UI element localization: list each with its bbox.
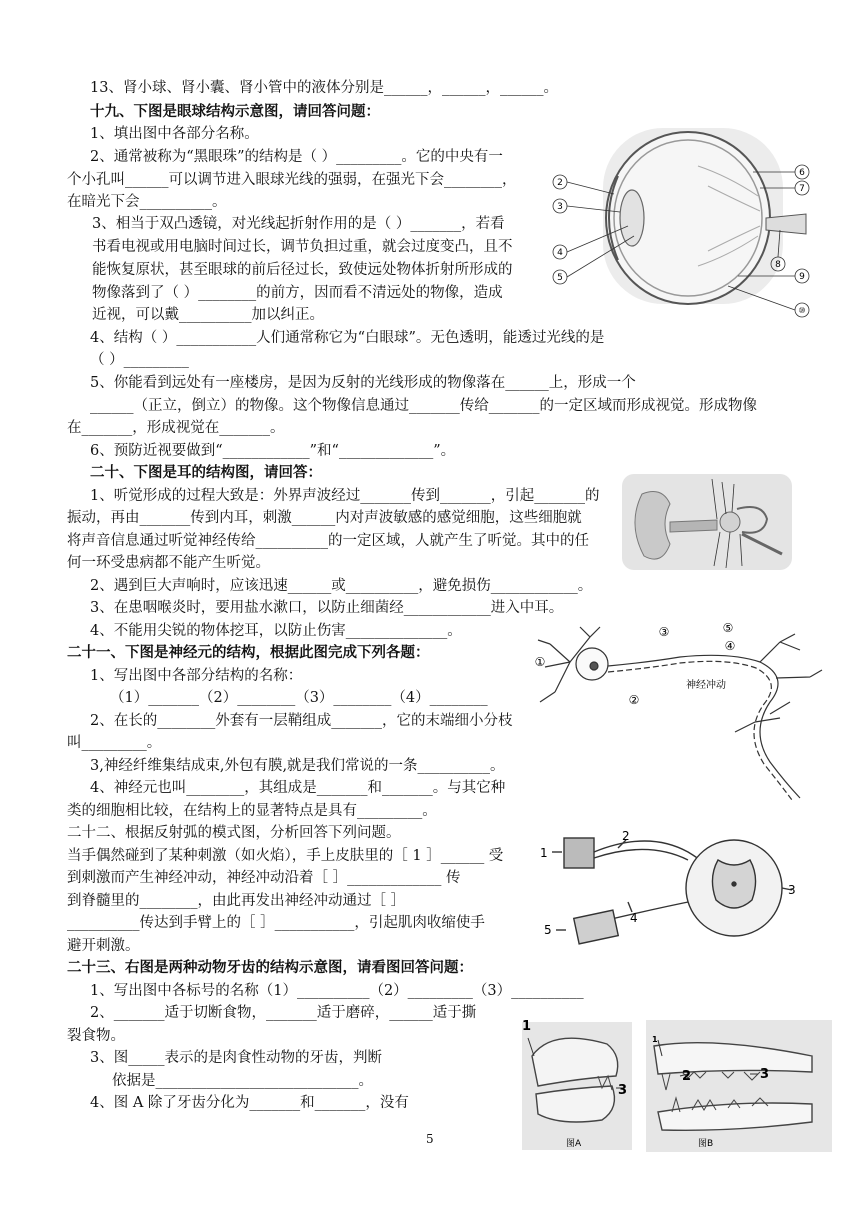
eye-label-7: 7 — [799, 184, 805, 194]
eye-label-6: 6 — [799, 168, 805, 178]
eyeball-diagram — [548, 126, 820, 326]
section-21-title: 二十一、下图是神经元的结构，根据此图完成下列各题： — [67, 644, 430, 661]
s19-line-1: 1、填出图中各部分名称。 — [90, 126, 259, 142]
eye-label-8: 8 — [775, 260, 781, 270]
s22-line-4: __________传达到手臂上的［ ］___________，引起肌肉收缩使手 — [67, 915, 485, 931]
s19-line-2b: 个小孔叫______可以调节进入眼球光线的强弱，在强光下会________， — [67, 172, 517, 188]
s21-line-2a: 2、在长的________外套有一层鞘组成_______，它的末端细小分枝 — [90, 713, 513, 729]
reflex-label-3: 3 — [788, 883, 796, 897]
s20-line-1d: 何一环受患病都不能产生听觉。 — [67, 555, 270, 571]
s23-line-3a: 3、图_____表示的是肉食性动物的牙齿，判断 — [90, 1050, 382, 1066]
eye-label-3: 3 — [557, 202, 563, 212]
s21-line-1b: （1）_______（2）________（3）________（4）________ — [110, 690, 488, 706]
s22-line-5: 避开刺激。 — [67, 938, 140, 954]
s23-line-4: 4、图 A 除了牙齿分化为_______和_______，没有 — [90, 1095, 409, 1111]
figure-a-caption: 图A — [566, 1139, 582, 1149]
teeth-b-label-1: 1 — [652, 1035, 658, 1044]
s21-line-3: 3,神经纤维集结成束,外包有膜,就是我们常说的一条__________。 — [90, 758, 505, 774]
eye-label-5: 5 — [557, 273, 563, 283]
s19-line-2c: 在暗光下会__________。 — [67, 194, 227, 210]
reflex-arc-diagram — [538, 830, 802, 952]
reflex-label-1: 1 — [540, 846, 548, 860]
s20-line-2: 2、遇到巨大声响时，应该迅速______或__________，避免损伤____________。 — [90, 578, 593, 594]
eye-label-9: 9 — [799, 272, 805, 282]
neuron-label-5: ④ — [724, 639, 736, 653]
section-23-title: 二十三、右图是两种动物牙齿的结构示意图，请看图回答问题： — [67, 959, 473, 976]
teeth-b-label-3: 3 — [760, 1067, 770, 1082]
teeth-b-label-2: 2 — [682, 1069, 692, 1084]
s19-line-6: 6、预防近视要做到“____________”和“_____________”。 — [90, 443, 456, 459]
neuron-label-4: ⑤ — [722, 622, 734, 635]
s21-line-4a: 4、神经元也叫________，其组成是_______和_______。与其它种 — [90, 780, 506, 796]
reflex-label-4: 4 — [630, 911, 638, 925]
s20-line-4: 4、不能用尖锐的物体挖耳，以防止伤害______________。 — [90, 623, 462, 639]
reflex-label-2: 2 — [622, 830, 630, 843]
q13: 13、肾小球、肾小囊、肾小管中的液体分别是______，______，______。 — [90, 80, 558, 96]
ear-diagram — [622, 474, 792, 574]
s19-line-5b: ______（正立，倒立）的物像。这个物像信息通过_______传给_______的一定区域而形成视觉。形成物像 — [90, 398, 757, 414]
section-19-title: 十九、下图是眼球结构示意图，请回答问题： — [90, 103, 380, 120]
s20-line-3: 3、在患咽喉炎时，要用盐水漱口，以防止细菌经____________进入中耳。 — [90, 600, 564, 616]
neuron-label-2: ② — [628, 693, 640, 707]
s20-line-1a: 1、听觉形成的过程大致是：外界声波经过_______传到_______，引起_______的 — [90, 488, 600, 504]
s21-line-4b: 类的细胞相比较，在结构上的显著特点是具有_________。 — [67, 803, 437, 819]
s23-line-2a: 2、_______适于切断食物，_______适于磨碎，______适于撕 — [90, 1005, 477, 1021]
page-number: 5 — [426, 1132, 434, 1146]
neuron-label-1: ① — [534, 655, 546, 669]
s22-line-2: 到刺激而产生神经冲动，神经冲动沿着［ ］_____________ 传 — [67, 870, 461, 886]
teeth-a-label-3: 3 — [618, 1083, 628, 1098]
s23-line-1: 1、写出图中各标号的名称（1）__________（2）_________（3）__________ — [90, 983, 584, 999]
teeth-diagram — [512, 1016, 834, 1154]
s20-line-1c: 将声音信息通过听觉神经传给__________的一定区域，人就产生了听觉。其中的任 — [67, 533, 589, 549]
s19-line-3e: 近视，可以戴__________加以纠正。 — [92, 307, 324, 323]
eye-label-2: 2 — [557, 178, 563, 188]
s19-line-3a: 3、相当于双凸透镜，对光线起折射作用的是（ ）_______，若看 — [92, 216, 505, 232]
s19-line-5a: 5、你能看到远处有一座楼房，是因为反射的光线形成的物像落在______上，形成一个 — [90, 375, 636, 391]
teeth-a-label-1: 1 — [522, 1019, 532, 1034]
s21-line-1: 1、写出图中各部分结构的名称： — [90, 668, 303, 684]
s20-line-1b: 振动，再由_______传到内耳，刺激______内对声波敏感的感觉细胞，这些细胞就 — [67, 510, 582, 526]
s22-line-1: 当手偶然碰到了某种刺激（如火焰），手上皮肤里的［ 1 ］______ 受 — [67, 848, 504, 864]
neuron-label-3: ③ — [658, 625, 670, 639]
s19-line-4a: 4、结构（ ）___________人们通常称它为“白眼球”。无色透明，能透过光线的是 — [90, 330, 605, 346]
s19-line-5c: 在_______，形成视觉在_______。 — [67, 420, 285, 436]
nerve-impulse-label: 神经冲动 — [686, 680, 726, 691]
s19-line-3b: 书看电视或用电脑时间过长，调节负担过重，就会过度变凸，且不 — [92, 239, 513, 255]
s19-line-3c: 能恢复原状，甚至眼球的前后径过长，致使远处物体折射所形成的 — [92, 262, 513, 278]
s23-line-2b: 裂食物。 — [67, 1028, 125, 1044]
s22-line-3: 到脊髓里的________，由此再发出神经冲动通过［ ］ — [67, 893, 406, 909]
section-20-title: 二十、下图是耳的结构图，请回答： — [90, 464, 322, 481]
section-22-title: 二十二、根据反射弧的模式图，分析回答下列问题。 — [67, 825, 401, 841]
s23-line-3b: 依据是____________________________。 — [112, 1073, 373, 1089]
s19-line-2a: 2、通常被称为“黑眼珠”的结构是（ ）_________。它的中央有一 — [90, 149, 503, 165]
eye-label-10: ⑩ — [798, 306, 806, 315]
reflex-label-5: 5 — [544, 923, 552, 937]
eye-label-4: 4 — [557, 248, 563, 258]
s19-line-4b: （ ）_________ — [90, 352, 189, 368]
figure-b-caption: 图B — [698, 1139, 714, 1149]
s19-line-3d: 物像落到了（ ）________的前方，因而看不清远处的物像，造成 — [92, 285, 503, 301]
neuron-diagram — [530, 622, 830, 808]
s21-line-2b: 叫_________。 — [67, 735, 162, 751]
